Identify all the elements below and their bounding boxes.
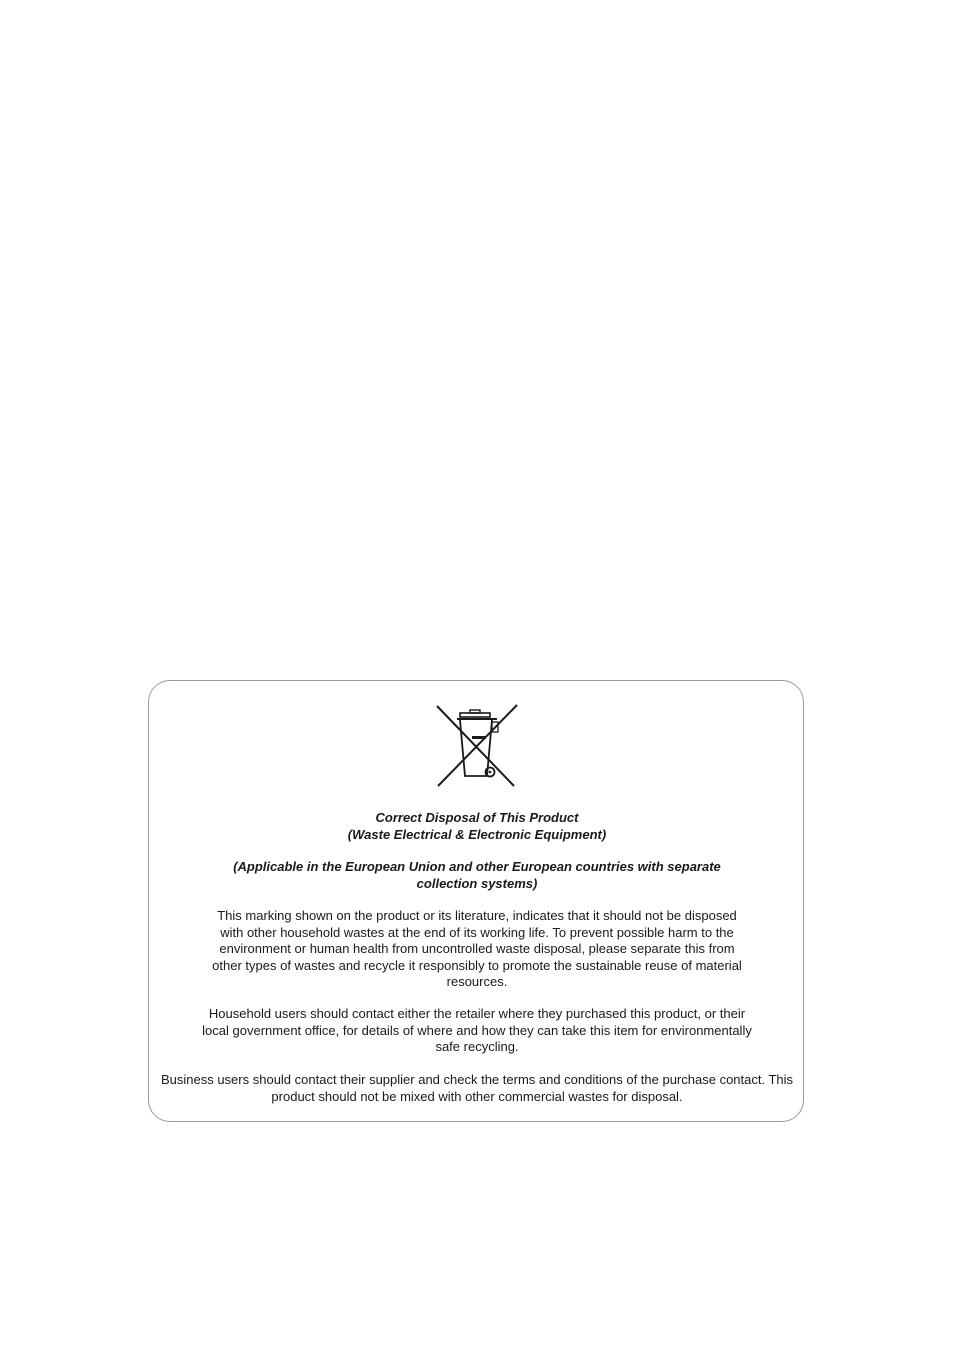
household-users-paragraph: Household users should contact either the retailer where they purchased this product, or their local government office, for details of where and how they can take this item for environmentally safe recycling. <box>202 1006 752 1054</box>
notice-scope <box>160 859 794 892</box>
notice-title <box>160 810 794 843</box>
scope-line-1: (Applicable in the European Union and other European countries with separate <box>233 859 721 874</box>
crossed-out-wheelie-bin-icon <box>434 703 520 789</box>
title-line-1: Correct Disposal of This Product <box>375 810 579 825</box>
scope-line-2: collection systems) <box>416 875 538 891</box>
business-users-paragraph: Business users should contact their supplier and check the terms and conditions of the purchase contact. This product should not be mixed with other commercial wastes for disposal. <box>160 1072 794 1104</box>
disposal-paragraph: This marking shown on the product or its literature, indicates that it should not be disposed with other household wastes at the end of its working life. To prevent possible harm to the environment or human health from uncontrolled waste disposal, please separate this from other types of wastes and recycle it responsibly to promote the sustainable reuse of material resources. <box>212 908 742 989</box>
title-line-2: (Waste Electrical & Electronic Equipment) <box>347 826 607 842</box>
